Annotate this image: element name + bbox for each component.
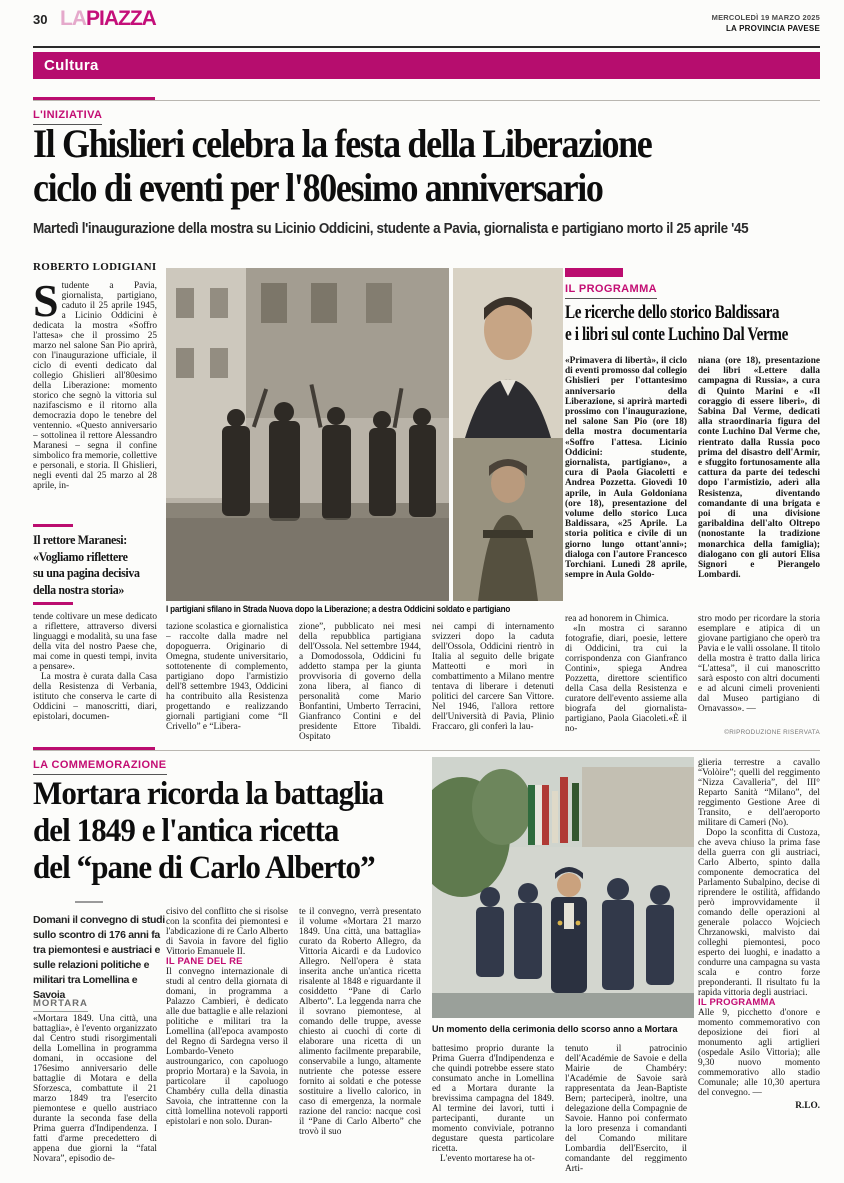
oddicini-portrait-photo xyxy=(453,268,563,601)
main-col3-paragraph: zione”, pubblicato nei mesi della repubblica partigiana dell'Ossola. Nel settembre 1944, a Domodossola, Oddicini fu addetto stampa per la giunta provvisoria di governo della zona libera, al fianco di personalità come Mario Bonfantini, Umberto Terracini, Gianfranco Contini e del presidente Ettore Tibaldi. Ospitato xyxy=(299,622,421,742)
main-body-col-4 xyxy=(432,622,554,747)
main-col6-paragraph: stro modo per ricordare la storia esemplare e atipica di un giovane partigiano che operò tra Pavia e le valli ossolane. Il titolo della mostra è tratto dalla lirica “L'attesa”, il cui manoscritto sarà esposto con altri documenti e ad alcuni cimeli provenienti dal Museo partigiano di Ornavasso». — xyxy=(698,614,820,714)
signature: R.LO. xyxy=(795,1101,820,1111)
main-headline xyxy=(33,122,823,210)
bottom-body-col-4 xyxy=(432,1044,554,1183)
bottom-body-col-1 xyxy=(33,1014,157,1183)
header-right xyxy=(712,13,820,33)
main-standfirst: Martedì l'inaugurazione della mostra su Licinio Oddicini, studente a Pavia, giornalista e partigiano morto il 25 aprile '45 xyxy=(33,221,749,237)
bottom-body-col-3 xyxy=(299,907,421,1183)
bottom-standfirst: Domani il convegno di studi sullo scontro di 176 anni fa tra piemontesi e austriaci e sulle relazioni politiche e militari tra Lomellina e Savoia xyxy=(33,914,165,1001)
sidebar-col-2 xyxy=(698,356,820,603)
main-body-col-1 xyxy=(33,281,157,521)
bottom-body-col-2 xyxy=(166,907,288,1183)
bottom-col2-paragraph-1: cisivo del conflitto che si risolse con la sconfita dei piemontesi e l'abdicazione di re Carlo Alberto di Savoia in favore del figlio Vittorio Emanuele II. xyxy=(166,907,288,957)
drop-cap: S xyxy=(33,281,59,326)
bottom-photo-caption: Un momento della cerimonia dello scorso anno a Mortara xyxy=(432,1024,678,1034)
bottom-headline xyxy=(33,776,438,887)
bottom-body-col-6 xyxy=(698,758,820,1183)
bottom-headline-line-2: del 1849 e l'antica ricetta xyxy=(33,813,339,849)
byline: ROBERTO LODIGIANI xyxy=(33,261,157,273)
main-headline-line-1: Il Ghislieri celebra la festa della Liberazione xyxy=(33,121,652,166)
logo-piazza: PIAZZA xyxy=(86,7,156,30)
section-band xyxy=(33,52,820,79)
main-headline-line-2: ciclo di eventi per l'80esimo anniversario xyxy=(33,165,603,210)
section-title: Cultura xyxy=(44,57,99,74)
bottom-headline-line-3: del “pane di Carlo Alberto” xyxy=(33,850,375,886)
main-body-col-6 xyxy=(698,614,820,726)
main-body-col-2 xyxy=(166,622,288,747)
logo-la: LA xyxy=(60,7,86,30)
subhead-programma: IL PROGRAMMA xyxy=(698,997,776,1008)
ceremony-photo-illustration xyxy=(432,757,694,1018)
sidebar-accent-bar xyxy=(565,268,623,277)
bottom-col6-paragraph-3: Alle 9, picchetto d'onore e momento commemorativo con deposizione dei fiori al monumento agli artiglieri (ospedale Asilo Vittoria); alle 9,30 nuovo momento commemorativo allo stadio Comunale; alle 10,30 apertura del convegno. — xyxy=(698,1008,820,1098)
edition-date: MERCOLEDÌ 19 MARZO 2025 xyxy=(711,13,820,22)
pull-quote-line-2: «Vogliamo riflettere xyxy=(33,548,128,564)
pull-quote-rule-bottom xyxy=(33,602,73,605)
main-col1-paragraph-2: tende coltivare un mese dedicato a riflettere, attraverso diversi linguaggi e modalità, su una fase della vita del nostro Paese che, mai come in questi tempi, invita a pensare». xyxy=(33,612,157,672)
main-kicker: L'INIZIATIVA xyxy=(33,109,102,125)
main-body-col-3 xyxy=(299,622,421,747)
page-number: 30 xyxy=(33,12,48,27)
bottom-article-top-rule xyxy=(33,750,820,751)
bottom-headline-line-1: Mortara ricorda la battaglia xyxy=(33,776,384,812)
bottom-col5-paragraph: tenuto il patrocinio dell'Académie de Savoie e della Mairie de Chambéry: l'Académie de Savoie sarà rappresentata da Jean-Baptiste Bern; parteciperà, inoltre, una delegazione della Compagnie de Savoie. Hanno poi confermato la loro presenza i comandanti del Comando militare Lombardia dell'Esercito, il comandante del reggimento Arti- xyxy=(565,1044,687,1174)
main-col2-paragraph: tazione scolastica e giornalistica – raccolte dalla madre nel dopoguerra. Originario di Omegna, studente universitario, sottotenente di complemento, partigiano dopo l'armistizio dell'8 settembre 1943, Oddicini ha contribuito alla Resistenza progettando e realizzando giornali partigiani come “Il Crivello” e “Libera- xyxy=(166,622,288,732)
pull-quote-line-1: Il rettore Maranesi: xyxy=(33,532,127,547)
logo xyxy=(60,7,156,31)
main-col5-paragraph-2: «In mostra ci saranno fotografie, diari, poesie, lettere di Oddicini, tra cui la corrispondenza con Gianfranco Contini», spiega Andrea Pozzetta, direttore scientifico della Casa della Resistenza e curatore dell'evento assieme alla biografa del giornalista-partigiano, Paola Giacoleti.«È il no- xyxy=(565,624,687,734)
copyright-notice: ©RIPRODUZIONE RISERVATA xyxy=(724,729,820,736)
header-rule xyxy=(33,46,820,48)
ceremony-photo xyxy=(432,757,694,1018)
pull-quote-rule-top xyxy=(33,524,73,527)
partisans-photo xyxy=(166,268,449,601)
bottom-col4-paragraph-2: L'evento mortarese ha ot- xyxy=(440,1154,535,1164)
pull-quote xyxy=(33,532,147,598)
sidebar-kicker: IL PROGRAMMA xyxy=(565,283,657,299)
partisans-photo-illustration xyxy=(166,268,449,601)
main-photo-caption: I partigiani sfilano in Strada Nuova dopo la Liberazione; a destra Oddicini soldato e partigiano xyxy=(166,604,511,614)
bottom-col1-paragraph: «Mortara 1849. Una città, una battaglia», è l'evento organizzato dal Centro studi risorgimentali della Lomellina in programma domani, in occasione del 176esimo anniversario delle battaglie di Motara e della Sforzesca, combattute il 21 marzo 1849 tra l'esercito piemontese e quello austriaco durante la seconda fase della Prima guerra d'Indipendenza. I fatti d'arme precedettero di appena due giorni la “fatal Novara”, episodio de- xyxy=(33,1014,157,1164)
main-col4-paragraph: nei campi di internamento svizzeri dopo la caduta dell'Ossola, Oddicini rientrò in Italia al seguito delle brigate Matteotti e morì in combattimento a Milano mentre tentava di liberare i detenuti politici del carcere San Vittore. Nel 1946, l'allora rettore dell'Università di Pavia, Plinio Fraccaro, gli conferì la lau- xyxy=(432,622,554,732)
masthead: LA PROVINCIA PAVESE xyxy=(725,24,820,33)
main-article-top-rule xyxy=(33,100,820,101)
sidebar-title xyxy=(565,302,820,346)
pull-quote-line-4: della nostra storia» xyxy=(33,581,124,597)
bottom-body-col-5 xyxy=(565,1044,687,1183)
bottom-col4-paragraph-1: battesimo proprio durante la Prima Guerra d'Indipendenza e che quindi potrebbe essere stato consumato anche in Lomellina ed a Mortara durante la brevissima campagna del 1849. Al termine dei lavori, tutti i partecipanti, durante un momento conviviale, potranno degustare questa particolare ricetta. xyxy=(432,1044,554,1154)
main-col1-paragraph-1: tudente a Pavia, giornalista, partigiano, caduto il 25 aprile 1945, a Licinio Oddicini è dedicata la mostra «Soffro l'attesa» che il prossimo 25 marzo nel salone San Pio aprirà, con l'inaugurazione ufficiale, il ciclo di eventi dedicato dal collegio Ghislieri all'80esimo della Liberazione: momento storico che segnò la vittoria sul nazifascismo e il ritorno alla democrazia dopo le tenebre del ventennio. «Questo anniversario – sottolinea il rettore Alessandro Maranesi – segna il confine simbolico fra memorie, collettive e personali, e storia. Il Ghislieri, negli eventi dal 25 marzo al 28 aprile, in- xyxy=(33,281,157,491)
main-col1-paragraph-3: La mostra è curata dalla Casa della Resistenza di Verbania, istituto che conserva le carte di Oddicini – manoscritti, diari, epistolari, documen- xyxy=(33,672,157,722)
sidebar-title-line-2: e i libri sul conte Luchino Dal Verme xyxy=(565,324,788,345)
sidebar-col-1 xyxy=(565,356,687,603)
bottom-col2-paragraph-2: Il convegno internazionale di studi al centro della giornata di domani, in programma a Palazzo Cambieri, è dedicato alle due battaglie e alle relazioni politiche e militari tra la Lomellina (all'epoca avamposto del Regno di Sardegna verso il Lombardo-Veneto austroungarico, con capoluogo proprio Mortara) e la Savoia, in particolare il capoluogo Chambéry culla della dinastia Savoia, che intrattenne con la città lomellina notevoli rapporti epistolari e non solo. Duran- xyxy=(166,967,288,1127)
main-col5-paragraph-1: rea ad honorem in Chimica. xyxy=(565,614,669,624)
pull-quote-line-3: su una pagina decisiva xyxy=(33,565,140,580)
bottom-col3-paragraph: te il convegno, verrà presentato il volume «Mortara 21 marzo 1849. Una città, una battaglia» curato da Roberto Allegro, da Vittoria Aicardi e da Ludovico Allegro. Nell'opera è stata inserita anche un'antica ricetta risalente al 1848 e riguardante il cosiddetto “Pane di Carlo Alberto”. La leggenda narra che il sovrano piemontese, al comando delle truppe, avesse chiesto ai cuochi di corte di elaborare una ricetta di un alimento facilmente preparabile, conservabile a lungo, altamente nutriente che potesse essere fornito ai soldati e che potesse sostituire a livello calorico, in caso di emergenza, la normale razione del rancio: nacque così il “Pane di Carlo Alberto” che trovò il suo xyxy=(299,907,421,1137)
sidebar-col1-paragraph: «Primavera di libertà», il ciclo di eventi promosso dal collegio Ghislieri per l'ottantesimo anniversario della Liberazione, si aprirà martedì prossimo con l'inaugurazione, nel salone San Pio (ore 18) della mostra documentaria «Soffro l'attesa. Licinio Oddicini: studente, giornalista, partigiano», a cura di Paola Giacoletti e Andrea Pozzetta. Giovedì 10 aprile, in Aula Goldoniana (ore 18), presentazione del volume dello storico Luca Baldissara, «25 Aprile. La storia politica e civile di un giorno lungo ottant'anni»; dialoga con l'autore Francesco Torchiani. Lunedì 28 aprile, sempre in Aula Goldo- xyxy=(565,356,687,581)
subhead-pane-del-re: IL PANE DEL RE xyxy=(166,956,243,967)
sidebar-col2-paragraph: niana (ore 18), presentazione dei libri «Lettere dalla campagna di Russia», a cura di Quinto Marini e «Il coraggio di essere liberi», di Sabina Dal Verme, dedicati alla straordinaria figura del conte Luchino Dal Verme che, rientrato dalla Russia poco prima del disastro dell'Armir, e sfuggito fortunosamente alla cattura da parte dei tedeschi dopo l'armistizio, aderì alla Resistenza, diventando comandante di una brigata e poi di una divisione garibaldina dell'alto Oltrepo (nonostante la tradizione monarchica della famiglia); dialogano con gli autori Elisa Signori e Pierangelo Lombardi. xyxy=(698,356,820,581)
oddicini-portrait-illustration xyxy=(453,268,563,601)
bottom-col6-paragraph-1: glieria terrestre a cavallo “Volòire”; quelli del reggimento “Nizza Cavalleria”, del III° Reparto Sanità “Milano”, del reggimento Gestione Aree di Transito, e dell'aeroporto militare di Cameri (No). xyxy=(698,758,820,828)
main-body-col-5 xyxy=(565,614,687,739)
bottom-col6-paragraph-2: Dopo la sconfitta di Custoza, che aveva chiuso la prima fase della guerra con gli austriaci, Carlo Alberto, spinto dalla componente democratica del Parlamento Subalpino, decise di riprendere le ostilità, affidando però improvvidamente il comando delle operazioni al generale polacco Wojciech Chrzanowski, malvisto dai colleghi piemontesi, poco esperto dei luoghi, e inadatto a condurre una campagna su vasta scala e contro forze preponderanti. Il risultato fu la rapida vittoria degli austriaci. xyxy=(698,828,820,998)
bottom-kicker: LA COMMEMORAZIONE xyxy=(33,759,167,775)
sidebar-title-line-1: Le ricerche dello storico Baldissara xyxy=(565,302,780,323)
location-tag: MORTARA xyxy=(33,998,88,1012)
standfirst-dash xyxy=(75,901,103,903)
